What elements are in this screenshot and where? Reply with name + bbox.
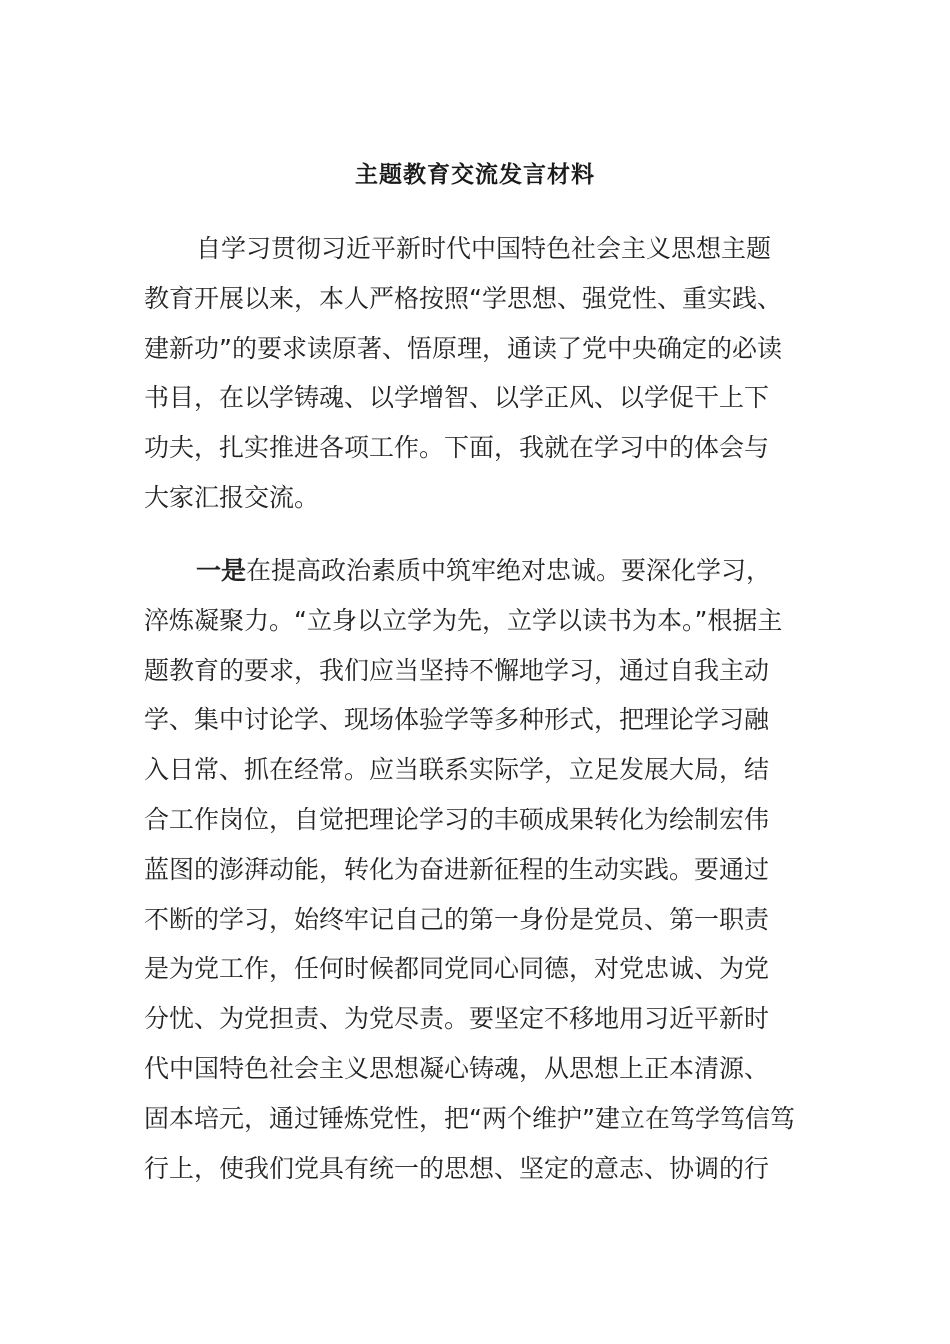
- text-line: 蓝图的澎湃动能，转化为奋进新征程的生动实践。要通过: [144, 854, 770, 884]
- text-line: 是为党工作，任何时候都同党同心同德，对党忠诚、为党: [144, 954, 770, 984]
- text-line: 题教育的要求，我们应当坚持不懈地学习，通过自我主动: [144, 655, 770, 685]
- text-line: 淬炼凝聚力。“立身以立学为先，立学以读书为本。”根据主: [144, 605, 783, 635]
- text-line: 合工作岗位，自觉把理论学习的丰硕成果转化为绘制宏伟: [144, 804, 770, 834]
- text-line: 固本培元，通过锤炼党性，把“两个维护”建立在笃学笃信笃: [144, 1103, 795, 1133]
- text-line: 书目，在以学铸魂、以学增智、以学正风、以学促干上下: [144, 383, 770, 413]
- text-line: 不断的学习，始终牢记自己的第一身份是党员、第一职责: [144, 904, 770, 934]
- text-line: 代中国特色社会主义思想凝心铸魂，从思想上正本清源、: [144, 1053, 770, 1083]
- text-line: 教育开展以来，本人严格按照“学思想、强党性、重实践、: [144, 283, 782, 313]
- text-line: 分忧、为党担责、为党尽责。要坚定不移地用习近平新时: [144, 1004, 770, 1034]
- text-line: 行上，使我们党具有统一的思想、坚定的意志、协调的行: [144, 1153, 770, 1183]
- text-line: 功夫，扎实推进各项工作。下面，我就在学习中的体会与: [144, 433, 770, 463]
- document-title: 主题教育交流发言材料: [355, 162, 595, 188]
- paragraph-intro: [144, 224, 816, 523]
- text-line: 学、集中讨论学、现场体验学等多种形式，把理论学习融: [144, 705, 770, 735]
- paragraph-point-one: [144, 546, 816, 1193]
- text-line: 大家汇报交流。: [144, 482, 320, 512]
- point-lead-label: 一是: [196, 556, 247, 585]
- text-line: 建新功”的要求读原著、悟原理，通读了党中央确定的必读: [144, 333, 782, 363]
- text-line: 入日常、抓在经常。应当联系实际学，立足发展大局，结: [144, 755, 770, 785]
- text-line: 自学习贯彻习近平新时代中国特色社会主义思想主题: [196, 234, 772, 263]
- point-lead-text: 在提高政治素质中筑牢绝对忠诚。要深化学习，: [246, 556, 772, 585]
- text-line-first: [144, 546, 816, 596]
